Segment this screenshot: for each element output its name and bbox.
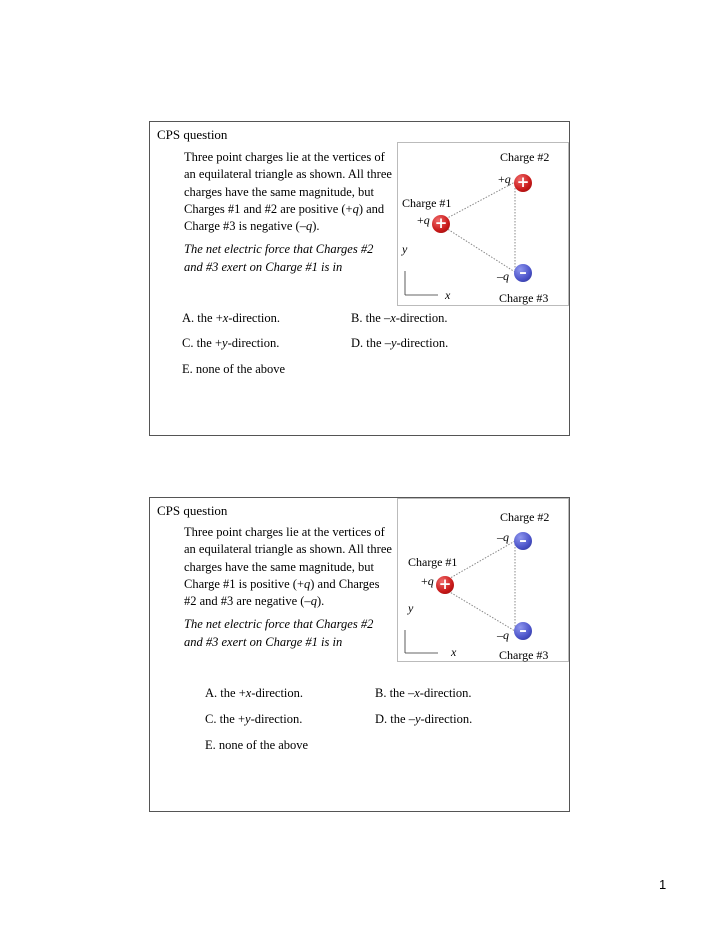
charge3-value: –q	[497, 628, 509, 642]
charge-diagram	[397, 498, 569, 662]
positive-charge-icon: +	[432, 215, 450, 233]
answer-option-b[interactable]: B. the –x-direction.	[375, 686, 472, 700]
charge1-value: +q	[421, 574, 434, 588]
answer-option-b[interactable]: B. the –x-direction.	[351, 311, 448, 325]
question-stem	[184, 149, 394, 276]
charge2-label: Charge #2	[500, 510, 550, 524]
negative-charge-icon: –	[514, 264, 532, 282]
negative-charge-icon: –	[514, 622, 532, 640]
charge2-value: –q	[497, 530, 509, 544]
charge2-label: Charge #2	[500, 150, 550, 164]
charge1-label: Charge #1	[402, 196, 452, 210]
answer-option-c[interactable]: C. the +y-direction.	[182, 336, 280, 350]
answer-option-e[interactable]: E. none of the above	[205, 738, 309, 752]
question-prompt: The net electric force that Charges #2 and #3 exert on Charge #1 is in	[184, 617, 374, 649]
charge3-value: –q	[497, 269, 509, 283]
charge3-label: Charge #3	[499, 648, 549, 662]
charge1-value: +q	[417, 213, 430, 227]
charge3-label: Charge #3	[499, 291, 549, 305]
answer-option-e[interactable]: E. none of the above	[182, 362, 286, 376]
slide-title: CPS question	[157, 127, 228, 142]
answer-option-d[interactable]: D. the –y-direction.	[375, 712, 473, 726]
page-number: 1	[659, 877, 667, 892]
slide-title: CPS question	[157, 503, 228, 518]
problem-description: Three point charges lie at the vertices of an equilateral triangle as shown. All three charges have the same magnitude, but Charge #1 is positive (+q) and Charges #2 and #3 are negative (–q).	[184, 525, 392, 609]
charge2-value: +q	[498, 172, 511, 186]
question-stem	[184, 524, 394, 651]
y-axis-label: y	[408, 601, 414, 615]
x-axis-label: x	[445, 288, 451, 302]
slide-2	[149, 497, 570, 812]
answer-option-d[interactable]: D. the –y-direction.	[351, 336, 449, 350]
positive-charge-icon: +	[514, 174, 532, 192]
charge-diagram	[397, 142, 569, 306]
x-axis-label: x	[451, 645, 457, 659]
positive-charge-icon: +	[436, 576, 454, 594]
charge1-label: Charge #1	[408, 555, 458, 569]
negative-charge-icon: –	[514, 532, 532, 550]
answer-option-c[interactable]: C. the +y-direction.	[205, 712, 303, 726]
question-prompt: The net electric force that Charges #2 and #3 exert on Charge #1 is in	[184, 242, 374, 274]
problem-description: Three point charges lie at the vertices of an equilateral triangle as shown. All three charges have the same magnitude, but Charges #1 and #2 are positive (+q) and Charge #3 is negative (–q).	[184, 150, 392, 234]
answer-option-a[interactable]: A. the +x-direction.	[182, 311, 281, 325]
slide-1	[149, 121, 570, 436]
answer-option-a[interactable]: A. the +x-direction.	[205, 686, 304, 700]
y-axis-label: y	[402, 242, 408, 256]
